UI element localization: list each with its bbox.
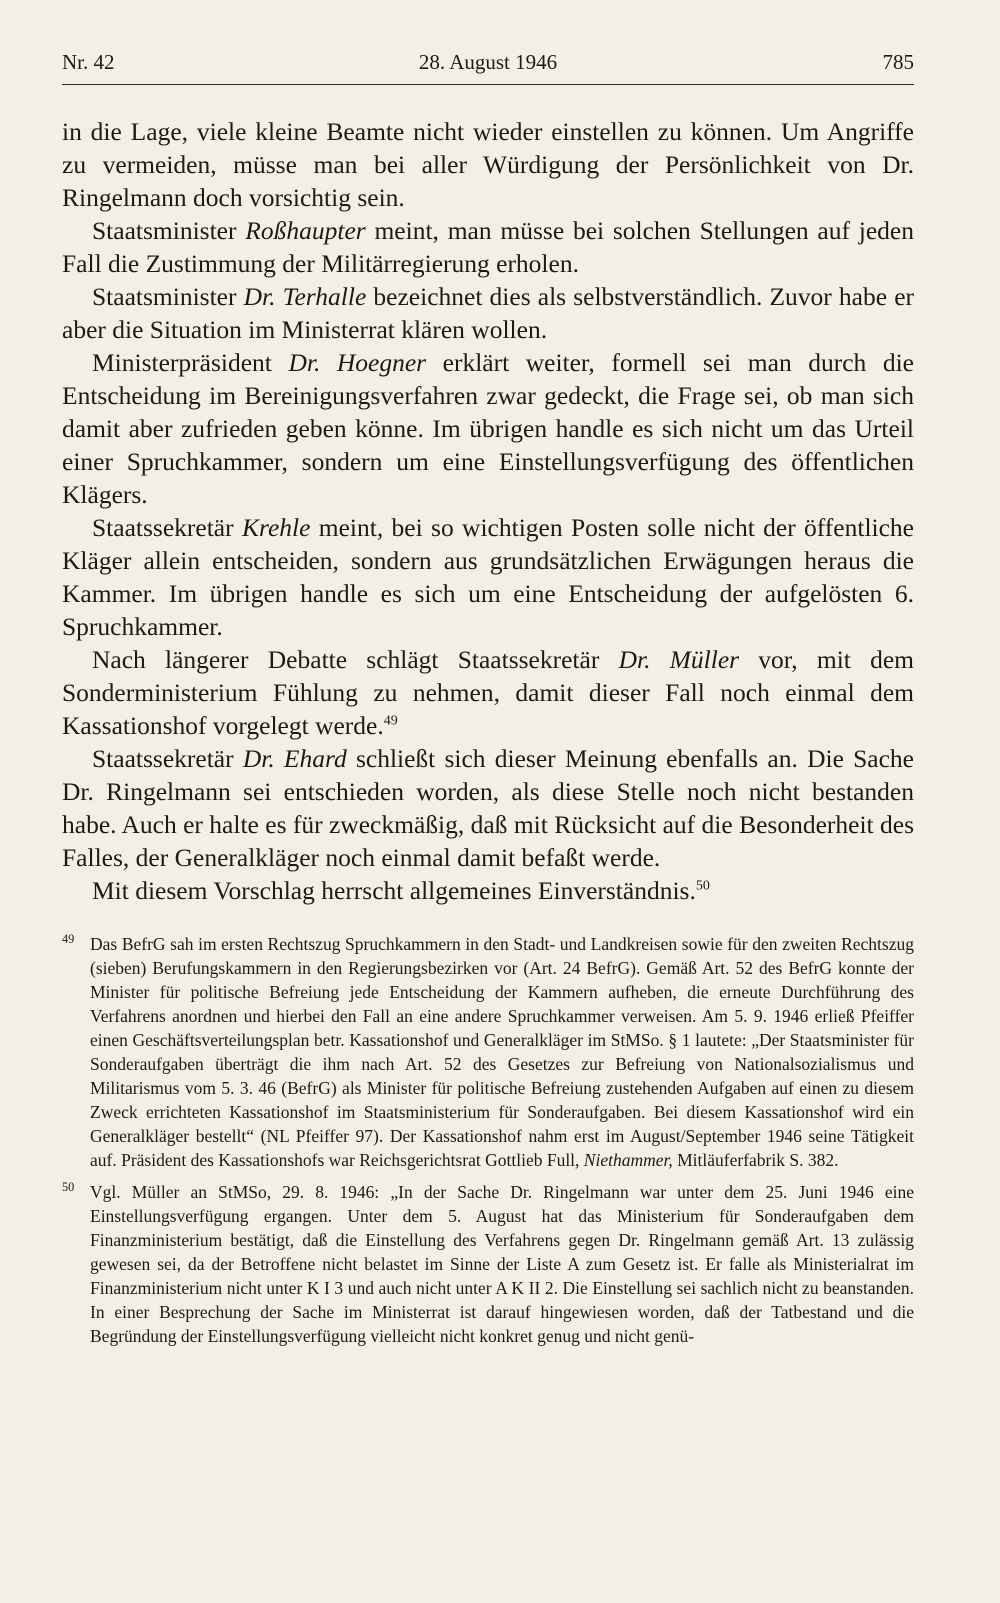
paragraph-text: schließt sich dieser Meinung ebenfalls an. Die Sache Dr. Ringelmann sei entschieden worden, als diese Stelle noch nicht bestanden habe. Auch er halte es für zweckmäßig, daß mit Rücksicht auf die Besonderheit des Falles, der Generalkläger noch einmal damit befaßt werde. <box>62 744 914 872</box>
paragraph-text: meint, bei so wichtigen Posten solle nicht der öffentliche Kläger allein entscheiden, sondern aus grundsätzlichen Erwägungen heraus die Kammer. Im übrigen handle es sich um eine Entscheidung der aufgelösten 6. Spruchkammer. <box>62 513 915 641</box>
paragraph: in die Lage, viele kleine Beamte nicht wieder einstellen zu können. Um Angriffe zu vermeiden, müsse man bei aller Würdigung der Persönlichkeit von Dr. Ringelmann doch vorsichtig sein. <box>62 117 914 212</box>
paragraph <box>62 643 914 742</box>
paragraph <box>62 214 914 280</box>
header-date: 28. August 1946 <box>418 50 558 74</box>
footnote-ref[interactable]: 49 <box>383 713 398 729</box>
paragraph-text: Staatssekretär <box>92 513 242 542</box>
paragraph-text: Staatsminister <box>92 216 246 245</box>
footnotes <box>62 932 914 1356</box>
footnote-text: Mitläuferfabrik S. 382. <box>672 1150 839 1170</box>
main-text <box>62 115 914 907</box>
footnote-ref[interactable]: 50 <box>695 878 710 894</box>
footnote-number <box>62 932 74 956</box>
paragraph <box>62 346 914 511</box>
footnote <box>62 1180 914 1348</box>
paragraph-text: Mit diesem Vorschlag herrscht allgemeines Einverständnis. <box>92 876 696 905</box>
speaker-name: Dr. Terhalle <box>243 282 367 311</box>
speaker-name: Dr. Müller <box>618 645 740 674</box>
paragraph <box>62 742 914 874</box>
footnote-number-label: 49 <box>62 932 75 947</box>
footnote-number-label: 50 <box>62 1180 75 1195</box>
page-number: 785 <box>882 50 914 74</box>
paragraph-text: Staatsminister <box>92 282 244 311</box>
speaker-name: Roßhaupter <box>245 216 366 245</box>
paragraph <box>62 511 914 643</box>
paragraph-text: vor, mit dem Sonderministerium Fühlung zu nehmen, damit dieser Fall noch einmal dem Kassationshof vorgelegt werde. <box>62 645 914 740</box>
speaker-name: Krehle <box>241 513 311 542</box>
paragraph-text: erklärt weiter, formell sei man durch die Entscheidung im Bereinigungsverfahren zwar gedeckt, die Frage sei, ob man sich damit aber zufrieden geben könne. Im übrigen handle es sich nicht um das Urteil einer Spruchkammer, sondern um eine Einstellungsverfügung des öffentlichen Klägers. <box>62 348 914 509</box>
issue-number: Nr. 42 <box>62 50 115 74</box>
speaker-name: Dr. Ehard <box>242 744 347 773</box>
footnote-text: Vgl. Müller an StMSo, 29. 8. 1946: „In der Sache Dr. Ringelmann war unter dem 25. Juni 1946 eine Einstellungsverfügung ergangen. Unter dem 5. August hat das Ministerium für Sonderaufgaben dem Finanzministerium bestätigt, daß die Einstellung des Verfahrens gegen Dr. Ringelmann gemäß Art. 13 zulässig gewesen sei, da der Betroffene nicht belastet im Sinne der Liste A zum Gesetz ist. Er falle als Ministerialrat im Finanzministerium nicht unter K I 3 und auch nicht unter A K II 2. Die Einstellung sei sachlich nicht zu beanstanden. In einer Besprechung der Sache im Ministerrat ist darauf hingewiesen worden, daß der Tatbestand und die Begründung der Einstellungsverfügung vielleicht nicht konkret genug und nicht genü- <box>90 1182 914 1346</box>
paragraph-text: Staatssekretär <box>92 744 243 773</box>
paragraph-text: Nach längerer Debatte schlägt Staatssekretär <box>92 645 619 674</box>
footnote-number <box>62 1180 74 1204</box>
paragraph-text: Ministerpräsident <box>92 348 289 377</box>
footnote <box>62 932 914 1172</box>
footnote-citation: Niethammer, <box>583 1150 673 1170</box>
paragraph-text: meint, man müsse bei solchen Stellungen auf jeden Fall die Zustimmung der Militärregierung erholen. <box>62 216 914 278</box>
footnote-text: Das BefrG sah im ersten Rechtszug Spruchkammern in den Stadt- und Landkreisen sowie für den zweiten Rechtszug (sieben) Berufungskammern in den Regierungsbezirken vor (Art. 24 BefrG). Gemäß Art. 52 des BefrG konnte der Minister für politische Befreiung jede Entscheidung der Kammern aufheben, die erneute Durchführung des Verfahrens anordnen und hierbei den Fall an eine andere Spruchkammer verweisen. Am 5. 9. 1946 erließ Pfeiffer einen Geschäftsverteilungsplan betr. Kassationshof und Generalkläger im StMSo. § 1 lautete: „Der Staatsminister für Sonderaufgaben überträgt die ihm nach Art. 52 des Gesetzes zur Befreiung von Nationalsozialismus und Militarismus vom 5. 3. 46 (BefrG) als Minister für politische Befreiung zustehenden Aufgaben auf einen zu diesem Zweck errichteten Kassationshof im Staatsministerium für Sonderaufgaben. Bei diesem Kassationshof wird ein Generalkläger bestellt“ (NL Pfeiffer 97). Der Kassationshof nahm erst im August/September 1946 seine Tätigkeit auf. Präsident des Kassationshofs war Reichsgerichtsrat Gottlieb Full, <box>90 934 914 1170</box>
paragraph <box>62 874 914 907</box>
paragraph-text: bezeichnet dies als selbstverständlich. Zuvor habe er aber die Situation im Ministerrat klären wollen. <box>62 282 914 344</box>
paragraph <box>62 280 914 346</box>
running-header <box>62 48 914 85</box>
speaker-name: Dr. Hoegner <box>288 348 427 377</box>
